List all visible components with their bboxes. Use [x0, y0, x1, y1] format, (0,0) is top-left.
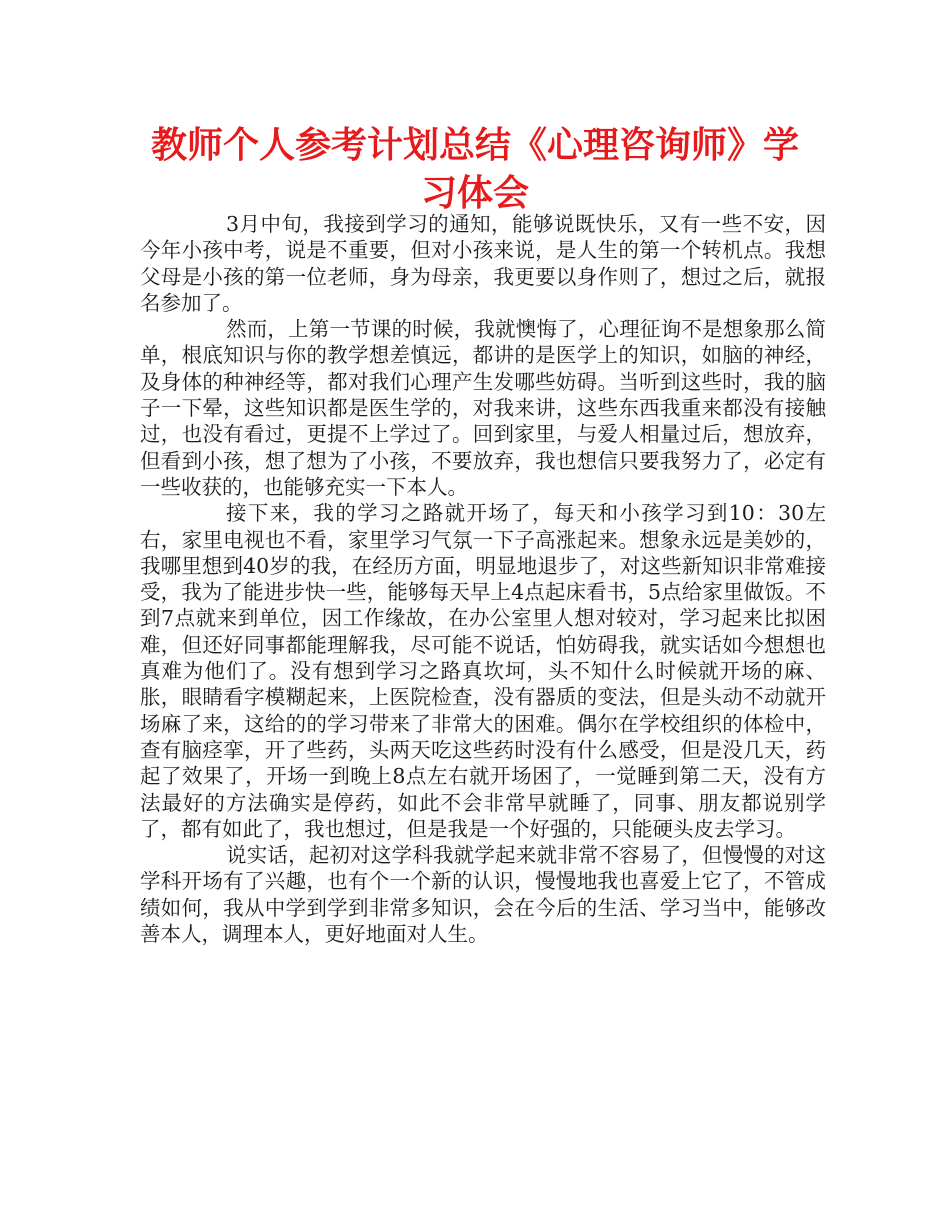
document-title: 教师个人参考计划总结《心理咨询师》学习体会	[150, 125, 799, 214]
paragraph: 接下来，我的学习之路就开场了，每天和小孩学习到10：30左右，家里电视也不看，家里学习气氛一下子高涨起来。想象永远是美妙的，我哪里想到40岁的我，在经历方面，明显地退步了，对这些新知识非常难接受，我为了能进步快一些，能够每天早上4点起床看书，5点给家里做饭。不到7点就来到单位，因工作缘故，在办公室里人想对较对，学习起来比拟困难，但还好同事都能理解我，尽可能不说话，怕妨碍我，就实话如今想想也真难为他们了。没有想到学习之路真坎坷，头不知什么时候就开场的麻、胀，眼睛看字模糊起来，上医院检查，没有器质的变法，但是头动不动就开场麻了来，这给的的学习带来了非常大的困难。偶尔在学校组织的体检中，查有脑痉挛，开了些药，头两天吃这些药时没有什么感受，但是没几天，药起了效果了，开场一到晚上8点左右就开场困了，一觉睡到第二天，没有方法最好的方法确实是停药，如此不会非常早就睡了，同事、朋友都说别学了，都有如此了，我也想过，但是我是一个好强的，只能硬头皮去学习。	[140, 501, 826, 841]
paragraph: 然而，上第一节课的时候，我就懊悔了，心理征询不是想象那么简单，根底知识与你的教学想差慎远，都讲的是医学上的知识，如脑的神经，及身体的种神经等，都对我们心理产生发哪些妨碍。当听到这些时，我的脑子一下晕，这些知识都是医生学的，对我来讲，这些东西我重来都没有接触过，也没有看过，更提不上学过了。回到家里，与爱人相量过后，想放弃，但看到小孩，想了想为了小孩，不要放弃，我也想信只要我努力了，必定有一些收获的，也能够充实一下本人。	[140, 317, 826, 499]
document-body	[140, 211, 826, 947]
paragraph: 3月中旬，我接到学习的通知，能够说既快乐，又有一些不安，因今年小孩中考，说是不重要，但对小孩来说，是人生的第一个转机点。我想父母是小孩的第一位老师，身为母亲，我更要以身作则了，想过之后，就报名参加了。	[140, 212, 826, 315]
paragraph: 说实话，起初对这学科我就学起来就非常不容易了，但慢慢的对这学科开场有了兴趣，也有个一个新的认识，慢慢地我也喜爱上它了，不管成绩如何，我从中学到学到非常多知识，会在今后的生活、学习当中，能够改善本人，调理本人，更好地面对人生。	[140, 843, 826, 947]
